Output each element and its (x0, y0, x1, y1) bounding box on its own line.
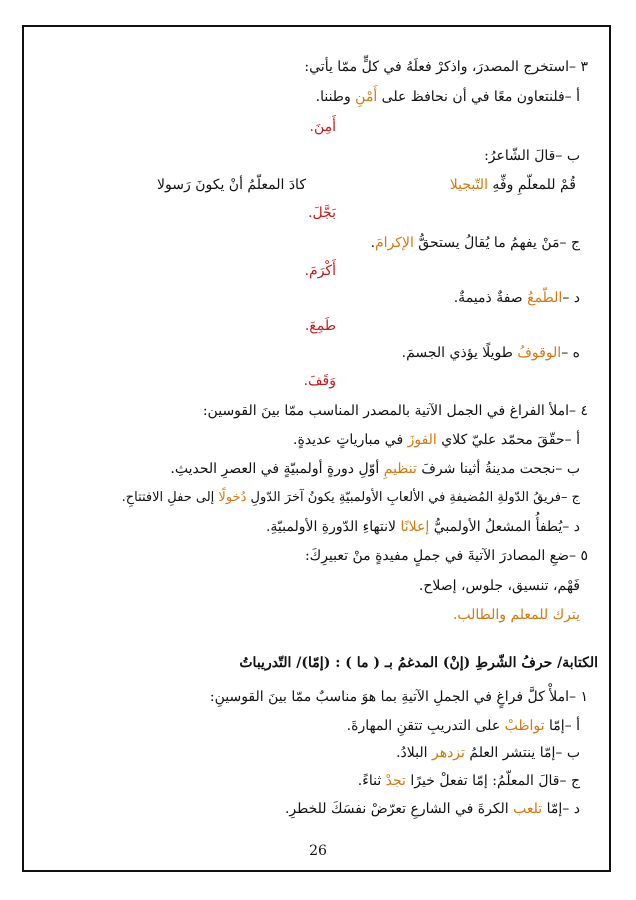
writing-a-pre: أ –إمّا (544, 718, 580, 734)
q3-c-highlight: الإكرامَ (375, 235, 414, 251)
q3-d-highlight: الطّمعُ (527, 290, 563, 306)
q4-item-d (266, 517, 580, 537)
page-number: 26 (309, 843, 327, 859)
q4-b-pre: ب –نجحت مدينةُ أثينا شرفَ (416, 461, 580, 477)
writing-d-post: الكرةَ في الشارعِ تعرّضْ نفسَكَ للخطرِ. (284, 801, 514, 817)
q3-b-verse-highlight: التّبجيلا (449, 177, 488, 193)
q4-item-c (122, 488, 580, 508)
q4-a-highlight: الفوزَ (407, 432, 437, 448)
writing-section-title: الكتابة/ حرفُ الشّرطِ (إنْ) المدغمُ بـ ( ما ) : (إمّا)/ التّدريباتُ (239, 655, 598, 671)
writing-a-highlight: تواظبْ (504, 718, 545, 734)
writing-item-a (347, 716, 580, 736)
q4-a-pre: أ –حقّقَ محمّد عليّ كلاي (436, 432, 580, 448)
writing-b-post: البلادُ. (396, 745, 432, 761)
q3-e-highlight: الوقوفُ (517, 345, 562, 361)
q5-note: يترك للمعلم والطالب. (452, 607, 580, 623)
q4-c-post: إلى حفلِ الافتتاحِ. (121, 490, 219, 505)
q3-b-verse-first-hemistich (450, 175, 576, 195)
q3-item-a (316, 87, 580, 107)
q3-e-post: طويلًا يؤذي الجسمَ. (401, 345, 518, 361)
writing-d-pre: د –إمّا (542, 801, 580, 817)
q3-e-answer: وَقَفَ. (303, 373, 336, 389)
q3-header: ٣ –استخرج المصدرَ، واذكرْ فعلَهُ في كلٍّ ممّا يأتي: (304, 59, 588, 75)
q3-c-post: . (370, 235, 376, 251)
q3-a-pre: أ –فلنتعاون معًا في أن نحافظ على (377, 89, 580, 105)
q3-b-verse-second-hemistich: كادَ المعلّمُ أنْ يكونَ رَسولا (157, 177, 306, 193)
writing-q1-header: ١ –املأْ كلَّ فراغٍ في الجملِ الآتيةِ بما هوَ مناسبٌ ممّا بينَ القوسينِ: (209, 689, 588, 705)
q4-d-post: لانتهاءِ الدّورةِ الأولمبيّةِ. (265, 519, 401, 535)
q5-header: ٥ –ضعِ المصادرَ الآتيةَ في جملٍ مفيدةٍ منْ تعبيرِكَ: (304, 548, 588, 564)
q4-c-pre: ج –فريقُ الدّولةِ المُضيفةِ في الألعابِ الأولمبيّةِ يكونُ آخرَ الدّولِ (246, 490, 580, 505)
q3-a-highlight: أَمْنِ (355, 89, 378, 105)
q3-c-pre: ج –مَنْ يفهمُ ما يُقالُ يستحقُّ (413, 235, 580, 251)
writing-a-post: على التدريبِ تتقنِ المهارةَ. (346, 718, 505, 734)
q4-c-highlight: دُخولًا (218, 490, 247, 505)
q3-b-verse-pre: قُمْ للمعلّمِ وفِّهِ (487, 177, 576, 193)
q4-d-pre: د –يُطفأُ المشعلُ الأولمبيُّ (429, 519, 580, 535)
q4-header: ٤ –املأ الفراغ في الجمل الآتية بالمصدر المناسب ممّا بينَ القوسين: (202, 403, 588, 419)
q3-item-b-intro: ب –قالَ الشّاعرُ: (484, 148, 580, 164)
q3-e-pre: ه – (561, 345, 580, 361)
q4-item-b (170, 459, 580, 479)
q4-item-a (293, 430, 580, 450)
q3-a-answer: أَمِنَ. (309, 119, 336, 135)
q3-b-answer: بَجَّلَ. (308, 205, 336, 221)
writing-item-b (396, 743, 580, 763)
q3-d-answer: طَمِعَ. (304, 318, 336, 334)
writing-item-c (358, 771, 580, 791)
writing-d-highlight: تلعب (513, 801, 543, 817)
q3-a-post: وطننا. (315, 89, 356, 105)
q5-word-list: فَهْم، تنسيق، جلوس، إصلاح. (418, 578, 580, 594)
q3-item-c (371, 233, 580, 253)
q3-d-pre: د – (562, 290, 580, 306)
q4-b-post: أوّلِ دورةٍ أولمبيّةٍ في العصرِ الحديثِ. (170, 461, 384, 477)
q3-d-post: صفةٌ ذميمةٌ. (453, 290, 528, 306)
writing-c-highlight: تجدْ (385, 773, 406, 789)
writing-c-pre: ج –قالَ المعلّمُ: إمّا تفعلْ خيرًا (405, 773, 580, 789)
q4-b-highlight: تنظيمِ (383, 461, 417, 477)
writing-b-pre: ب –إمّا ينتشر العلمُ (464, 745, 580, 761)
q3-item-e (402, 343, 580, 363)
q3-item-d (454, 288, 580, 308)
writing-item-d (285, 799, 580, 819)
writing-c-post: ثناءً. (357, 773, 386, 789)
q4-d-highlight: إعلانًا (400, 519, 430, 535)
writing-b-highlight: تزدهر (431, 745, 465, 761)
q4-a-post: في مبارياتٍ عديدةٍ. (293, 432, 408, 448)
q3-c-answer: أَكْرَمَ. (304, 263, 336, 279)
